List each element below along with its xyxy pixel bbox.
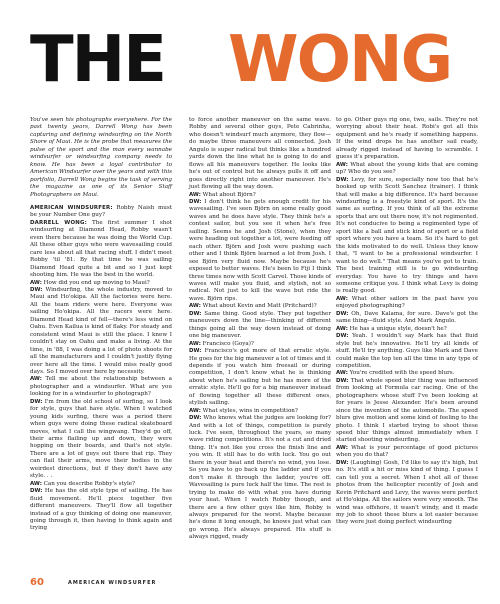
paragraph-text: Levy, for sure, especially now too that he's hooked up with Scott Sanchez (trainer). I think that will make a big difference. It's hard because windsurfing is a freestyle kind of sport. It's the same as surfing. If you think of all the extreme sports that are out there now, it's not regimented. It's not conducive to being a regimented type of sport like a ball and stick kind of sport or a field sport where you have a team. So it's hard to get the kids motivated to do well. Unless they know that, "I want to be a professional windsurfer. I want to do well." That means you've got to train. The best training still is to go windsurfing everyday. You have to try things and have someone critique you. I think what Levy is doing is really good. xyxy=(336,176,478,295)
speaker-label: AMERICAN WINDSURFER: xyxy=(30,204,113,211)
page-number: 60 xyxy=(30,577,44,588)
interview-paragraph xyxy=(336,370,478,377)
page-footer xyxy=(30,577,470,589)
paragraph-text: What is your percentage of good pictures when you do that? xyxy=(336,444,478,459)
column-3-body xyxy=(336,117,478,527)
speaker-label: DW: xyxy=(189,348,202,355)
speaker-label: AW: xyxy=(336,370,348,377)
speaker-label: AW: xyxy=(189,303,201,310)
interview-paragraph xyxy=(189,415,331,542)
paragraph-text: Who knows what the judges are looking for? And with a lot of things, competition is purely luck. I've seen, throughout the years, so many wave riding competitions. It's not a cut and dried thing. It's not like you cross the finish line and you win. It still has to do with luck. You go out there in your heat and there's no wind, you lose. So you have to go back up the ladder and if you don't make it through the ladder, you're off. Wavesailing is pure luck half the time. The rest is trying to make do with what you have during your heat. When I watch Robby though, and there are a few other guys like him, Robby is always prepared for the worst. Maybe because he's done it long enough, he knows just what can go wrong. He's always prepared. His stuff is always rigged, ready xyxy=(189,415,331,541)
interview-paragraph xyxy=(30,399,172,481)
article-column-2 xyxy=(189,117,331,542)
paragraph-text: I don't think he gets enough credit for his wavesailing. I've seen Björn on some really good waves and he does have style. They think he's a contest sailor, but you see it when he's free sailing. Seems he and Josh (Stone), when they were heading out together a lot, were feeding off each other. Björn and Josh were pushing each other and I think Björn learned a lot from Josh. I see Björn very fluid now. Maybe because he's exposed to better waves. He's been to Fiji I think three times now with Scott Carvel. Those kinds of waves will make you fluid, and stylish, not so radical. Not just to kill the wave but ride the wave. Björn rips. xyxy=(189,198,331,302)
interview-paragraph xyxy=(336,460,478,527)
interview-paragraph xyxy=(336,296,478,311)
article-column-3 xyxy=(336,117,478,527)
interview-paragraph xyxy=(336,117,478,162)
intro-paragraph: You've seen his photographs everywhere. For the past twenty years, Darrell Wong has been capturing and defining windsurfing on the North Shore of Maui. He is the probe that measures the pulse of the sport and the man every wannabe windsurfer or windsurfing company needs to know. He has been a loyal contributor to American Windsurfer over the years and with this portfolio, Darrell Wong begins the task of serving the magazine as one of its Senior Staff Photographers on Maui. xyxy=(30,117,172,198)
speaker-label: AW: xyxy=(336,325,348,332)
paragraph-text: The first summer I shot windsurfing at Diamond Head, Robby wasn't even there because he was doing the World Cup. All these other guys who were wavesailing could care less about all that racing stuff. I didn't meet Robby 'til '81. By that time he was sailing Diamond Head quite a bit and so I just kept shooting him. He was the best in the world. xyxy=(30,219,172,279)
paragraph-text: You're credited with the speed blurs. xyxy=(347,370,455,377)
paragraph-text: What about Kevin and Matt (Pritchard)? xyxy=(200,303,317,310)
interview-paragraph xyxy=(30,376,172,398)
speaker-label: DW: xyxy=(336,459,349,466)
paragraph-text: Yeah. I wouldn't say Mark has that fluid style but he's innovative. He'll try all kinds of stuff. He'll try anything. Guys like Mark and Dave could make the top ten all the time in any type of competition. xyxy=(336,333,478,369)
headline-wong: WONG xyxy=(228,23,452,97)
speaker-label: AW: xyxy=(30,279,42,286)
article-column-1 xyxy=(30,117,172,533)
paragraph-text: He has the old style type of sailing. He has fluid movement. He'll piece together five different maneuvers. They'll flow all together instead of a guy thinking of doing one maneuver, going through it, then having to think again and trying xyxy=(30,488,172,532)
interview-paragraph xyxy=(189,117,331,192)
speaker-label: AW: xyxy=(336,295,348,302)
interview-paragraph xyxy=(336,162,478,177)
speaker-label: DW: xyxy=(30,488,43,495)
paragraph-text: What about Björn? xyxy=(200,191,256,198)
speaker-label: AW: xyxy=(336,444,348,451)
paragraph-text: He has a unique style, doesn't he? xyxy=(347,325,447,332)
interview-paragraph xyxy=(189,199,331,303)
interview-paragraph xyxy=(189,348,331,408)
speaker-label: DW: xyxy=(336,333,349,340)
interview-paragraph xyxy=(189,408,331,415)
paragraph-text: Windsurfing, the whole industry, moved to Maui and Ho'okipa. All the factories were here. All the team riders were here. Everyone was sailing Ho'okipa. All the racers were here. Diamond Head kind of fell—there's less wind on Oahu. Even Kailua is kind of flaky. For steady and consistent wind Maui is still the place. I knew I couldn't stay on Oahu and make a living. At the time, in '88, I was doing a lot of photo shoots for all the manufacturers and I couldn't justify flying over here all the time. I would miss really good days. So I moved over here by necessity. xyxy=(30,286,172,375)
interview-paragraph xyxy=(336,177,478,296)
speaker-label: AW: xyxy=(189,191,201,198)
interview-paragraph xyxy=(30,481,172,488)
speaker-label: AW: xyxy=(189,340,201,347)
headline-the: THE xyxy=(30,23,165,97)
paragraph-text: Francisco (Goya)? xyxy=(200,340,254,347)
speaker-label: DW: xyxy=(189,310,202,317)
speaker-label: DARRELL WONG: xyxy=(30,219,87,226)
interview-paragraph xyxy=(336,311,478,326)
paragraph-text: Oh, Dave Kalama, for sure. Dave's got the same thing—fluid style. And Mark Angulo. xyxy=(336,310,478,325)
interview-paragraph xyxy=(189,303,331,310)
interview-paragraph xyxy=(30,220,172,280)
paragraph-text: What styles, wins in competition? xyxy=(200,407,298,414)
paragraph-text: to force another maneuver on the same wave. Robby and several other guys, Pete Cabrinha, who doesn't windsurf much anymore, they flow—do maybe three maneuvers all connected. Josh Angulo is super radical but thinks like a hundred yards down the line what he is going to do and flows all his maneuvers together. He looks like he's out of control but he always pulls it off and goes directly right into another maneuver. He's just flowing all the way down. xyxy=(189,117,331,191)
speaker-label: DW: xyxy=(336,176,349,183)
interview-paragraph xyxy=(30,488,172,533)
paragraph-text: I'm from the old school of surfing, so I look for style, guys that have style. When I watched young kids surfing, there was a period there when guys were doing these radical skateboard moves, what I call the wingwang. They'd go off, their arms flailing up and down, they were hopping on their boards, and that's not style. There are a lot of guys out there that rip. They can flail their arms, move their bodies in the weirdest directions, but if they don't have any style. . . xyxy=(30,398,172,480)
interview-paragraph xyxy=(336,378,478,445)
interview-paragraph xyxy=(189,311,331,341)
column-1-body xyxy=(30,205,172,533)
interview-paragraph xyxy=(30,205,172,220)
paragraph-text: What about the young kids that are coming up? Who do you see? xyxy=(336,161,478,176)
interview-paragraph xyxy=(189,192,331,199)
speaker-label: AW: xyxy=(30,376,42,383)
interview-paragraph xyxy=(189,341,331,348)
speaker-label: DW: xyxy=(336,377,349,384)
paragraph-text: Tell me about the relationship between a photographer and a windsurfer. What are you looking for in a windsurfer to photograph? xyxy=(30,376,172,398)
speaker-label: DW: xyxy=(30,286,43,293)
speaker-label: AW: xyxy=(189,407,201,414)
interview-paragraph xyxy=(336,445,478,460)
paragraph-text: Can you describe Robby's style? xyxy=(41,480,136,487)
paragraph-text: How did you end up moving to Maui? xyxy=(41,279,150,286)
speaker-label: DW: xyxy=(189,415,202,422)
interview-paragraph xyxy=(30,280,172,287)
magazine-name: AMERICAN WINDSURFER xyxy=(68,580,157,586)
paragraph-text: to go. Other guys rig one, two, sails. They're not worrying about their heat. Robi's got all this equipment and he's ready if something happens. If the wind drops he has another sail ready, already rigged instead of having to scramble. I guess it's preparation. xyxy=(336,117,478,161)
paragraph-text: (Laughing) Gosh, I'd like to say it's high, but no. It's still a hit or miss kind of thing. I guess I can tell you a secret. When I shot all of these photos from the helicopter recently of Josh and Kevin Pritchard and Levy, the waves were perfect at Ho'okipa. All the sailors were very smooth. The wind was offshore, it wasn't windy, and it made my job to shoot these blurs a lot easier because they were just doing perfect windsurfing xyxy=(336,459,478,526)
interview-paragraph xyxy=(30,287,172,376)
headline xyxy=(0,18,500,103)
speaker-label: AW: xyxy=(30,480,42,487)
speaker-label: DW: xyxy=(30,398,43,405)
interview-paragraph xyxy=(336,326,478,333)
paragraph-text: What other sailors in the past have you enjoyed photographing? xyxy=(336,295,478,310)
speaker-label: DW: xyxy=(189,198,202,205)
paragraph-text: Francisco's got more of that erratic style. He goes for the big maneuver a lot of times and it depends if you watch him freesail or during competition, I don't know what he is thinking about when he's sailing but he has more of the erratic style. He'll go for a big maneuver instead of flowing together all these different ones, stylish sailing. xyxy=(189,348,331,407)
paragraph-text: Robby Naish must be your Number One guy? xyxy=(30,204,172,219)
speaker-label: DW: xyxy=(336,310,349,317)
interview-paragraph xyxy=(336,333,478,370)
speaker-label: AW: xyxy=(336,161,348,168)
paragraph-text: Same thing. Good style. They put together maneuvers down the line—thinking of different things going all the way down instead of doing one big maneuver. xyxy=(189,310,331,340)
paragraph-text: That whole speed blur thing was influenced from looking at Formula car racing. One of the photographers whose stuff I've been looking at for years is Jesse Alexander. He's been around since the invention of the automobile. The speed blurs give motion and some kind of feeling to the photo. I think I started trying to shoot these speed blur things almost immediately when I started shooting windsurfing. xyxy=(336,377,478,444)
column-2-body xyxy=(189,117,331,542)
